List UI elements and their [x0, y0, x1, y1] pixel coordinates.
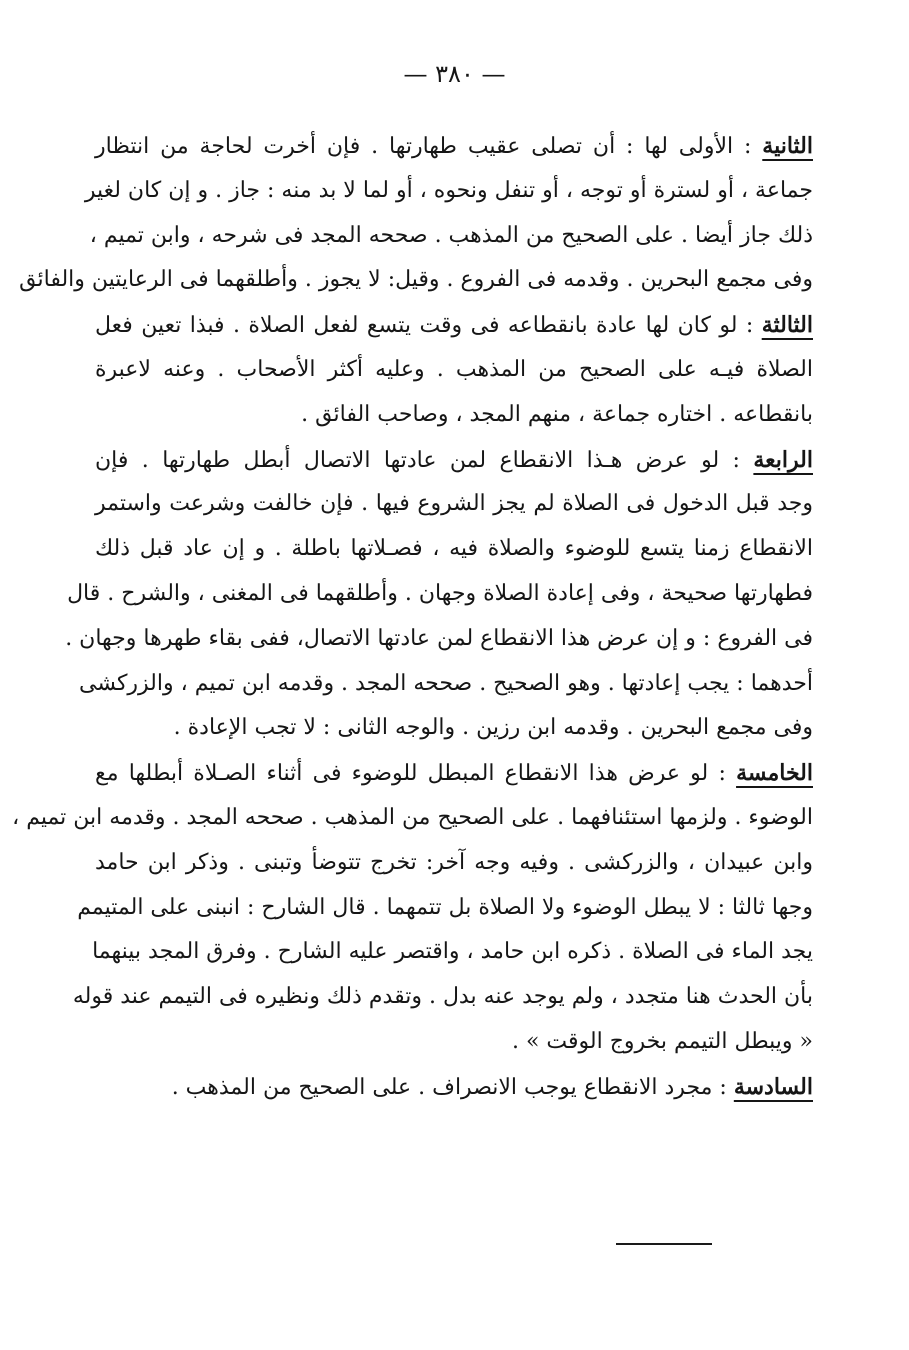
page-number: — ٣٨٠ — [403, 60, 506, 88]
text-line: بأن الحدث هنا متجدد ، ولم يوجد عنه بدل . وتقدم ذلك ونظيره فى التيمم عند قوله [72, 984, 813, 1010]
text-line [95, 303, 813, 348]
text-line: « ويبطل التيمم بخروج الوقت » . [511, 1028, 813, 1054]
paragraph-fourth-issue [65, 438, 813, 752]
text-line: وجد قبل الدخول فى الصلاة لم يجز الشروع فيها . فإن خالفت وشرعت واستمر [95, 491, 813, 517]
text-line-rest: : مجرد الانقطاع يوجب الانصراف . على الصحيح من المذهب . [171, 1074, 734, 1100]
text-line: وجها ثالثا : لا يبطل الوضوء ولا الصلاة بل تتمهما . قال الشارح : انبنى على المتيمم [77, 894, 813, 920]
text-line: وفى مجمع البحرين . وقدمه فى الفروع . وقيل: لا يجوز . وأطلقهما فى الرعايتين والفائق [19, 267, 813, 293]
text-line: الصلاة فيـه على الصحيح من المذهب . وعليه أكثر الأصحاب . وعنه لاعبرة [95, 356, 813, 382]
paragraph-third-issue [95, 303, 813, 437]
text-line: فطهارتها صحيحة ، وفى إعادة الصلاة وجهان . وأطلقهما فى المغنى ، والشرح . قال [67, 580, 813, 606]
issue-heading: الخامسة [736, 760, 813, 787]
text-line: فى الفروع : و إن عرض هذا الانقطاع لمن عادتها الاتصال، ففى بقاء طهرها وجهان . [65, 625, 813, 651]
issue-heading: الثانية [762, 133, 813, 159]
text-line [95, 1065, 813, 1110]
text-line: وفى مجمع البحرين . وقدمه ابن رزين . والوجه الثانى : لا تجب الإعادة . [173, 715, 813, 741]
paragraph-sixth-issue [95, 1065, 813, 1110]
section-end-rule [616, 1243, 712, 1245]
text-line: وابن عبيدان ، والزركشى . وفيه وجه آخر: تخرج تتوضأ وتبنى . وذكر ابن حامد [95, 849, 813, 875]
paragraph-fifth-issue [12, 751, 813, 1065]
issue-heading: السادسة [733, 1073, 813, 1100]
text-line-rest: : الأولى لها : أن تصلى عقيب طهارتها . فإن أخرت لحاجة من انتظار [95, 134, 763, 159]
issue-heading: الرابعة [753, 446, 813, 473]
text-line: يجد الماء فى الصلاة . ذكره ابن حامد ، واقتصر عليه الشارح . وفرق المجد بينهما [92, 939, 813, 965]
body-text [12, 124, 813, 1110]
issue-heading: الثالثة [761, 312, 813, 339]
text-line [95, 438, 813, 483]
text-line [95, 124, 813, 169]
paragraph-second-issue [19, 124, 813, 303]
text-line: بانقطاعه . اختاره جماعة ، منهم المجد ، وصاحب الفائق . [301, 401, 813, 427]
text-line [95, 751, 813, 796]
text-line-rest: : لو كان لها عادة بانقطاعه فى وقت يتسع لفعل الصلاة . فبذا تعين فعل [95, 313, 762, 339]
text-line-rest: : لو عرض هـذا الانقطاع لمن عادتها الاتصال أبطل طهارتها . فإن [95, 447, 754, 473]
text-line: أحدهما : يجب إعادتها . وهو الصحيح . صححه المجد . وقدمه ابن تميم ، والزركشى [78, 670, 813, 696]
text-line: الانقطاع زمنا يتسع للوضوء والصلاة فيه ، فصـلاتها باطلة . و إن عاد قبل ذلك [95, 536, 813, 562]
text-line: جماعة ، أو لسترة أو توجه ، أو تنفل ونحوه ، أو لما لا بد منه : جاز . و إن كان لغير [84, 177, 813, 203]
text-line: ذلك جاز أيضا . على الصحيح من المذهب . صححه المجد فى شرحه ، وابن تميم ، [89, 222, 813, 248]
text-line-rest: : لو عرض هذا الانقطاع المبطل للوضوء فى أثناء الصـلاة أبطلها مع [95, 761, 737, 787]
text-line: الوضوء . ولزمها استئنافهما . على الصحيح من المذهب . صححه المجد . وقدمه ابن تميم ، [12, 804, 813, 830]
